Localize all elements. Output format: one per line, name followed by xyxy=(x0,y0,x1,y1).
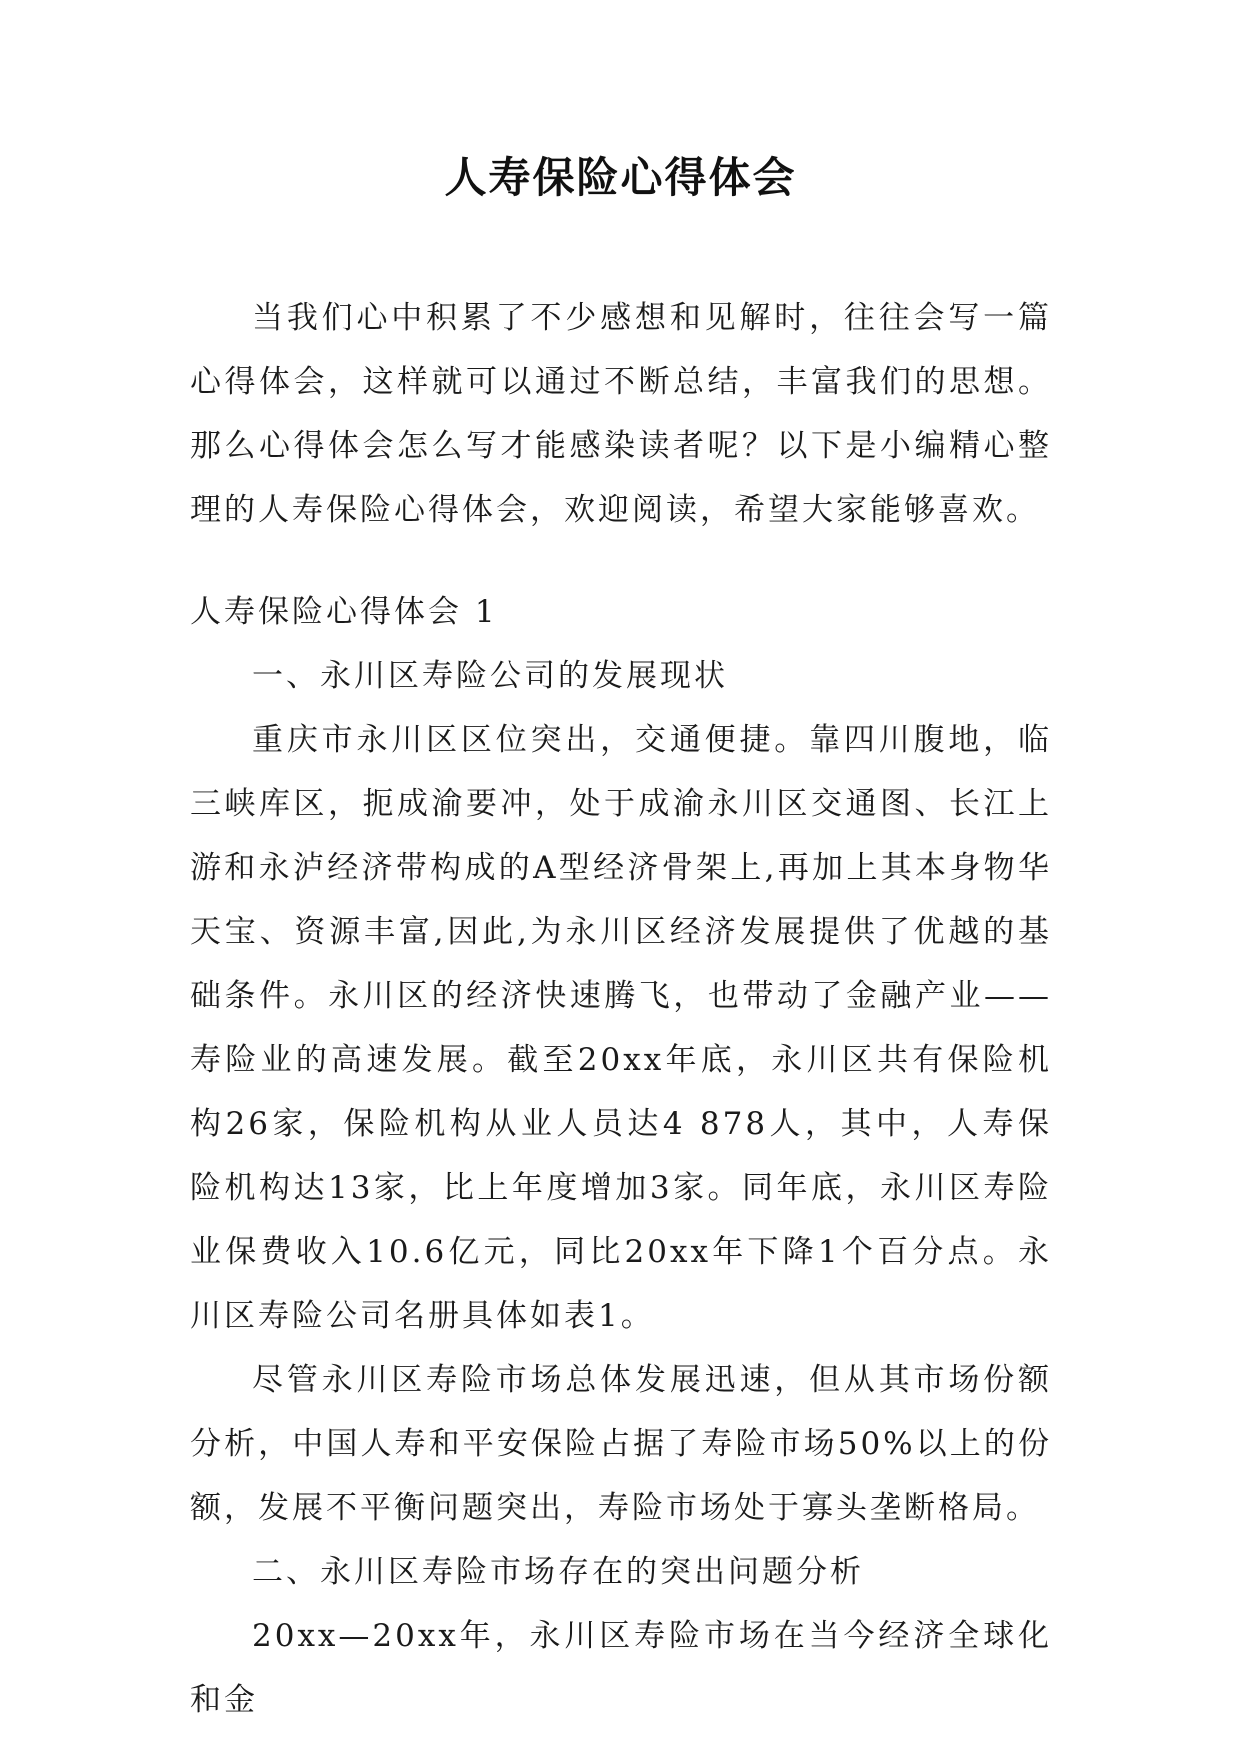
section-1-heading: 一、永川区寿险公司的发展现状 xyxy=(252,658,728,694)
intro-section xyxy=(190,286,1052,542)
intro-paragraph: 当我们心中积累了不少感想和见解时，往往会写一篇心得体会，这样就可以通过不断总结，丰富我们的思想。那么心得体会怎么写才能感染读者呢？以下是小编精心整理的人寿保险心得体会，欢迎阅读，希望大家能够喜欢。 xyxy=(190,300,1052,528)
subtitle: 人寿保险心得体会 1 xyxy=(190,594,498,630)
document-title: 人寿保险心得体会 xyxy=(444,153,797,202)
section-2-heading: 二、永川区寿险市场存在的突出问题分析 xyxy=(252,1554,864,1590)
section-1-paragraph-2: 尽管永川区寿险市场总体发展迅速，但从其市场份额分析，中国人寿和平安保险占据了寿险市场50%以上的份额，发展不平衡问题突出，寿险市场处于寡头垄断格局。 xyxy=(190,1362,1052,1526)
section-2-paragraph-1: 20xx—20xx年，永川区寿险市场在当今经济全球化和金 xyxy=(190,1618,1052,1718)
section-1-paragraph-1: 重庆市永川区区位突出，交通便捷。靠四川腹地，临三峡库区，扼成渝要冲，处于成渝永川区交通图、长江上游和永泸经济带构成的A型经济骨架上,再加上其本身物华天宝、资源丰富,因此,为永川区经济发展提供了优越的基础条件。永川区的经济快速腾飞，也带动了金融产业——寿险业的高速发展。截至20xx年底，永川区共有保险机构26家，保险机构从业人员达4 878人，其中，人寿保险机构达13家，比上年度增加3家。同年底，永川区寿险业保费收入10.6亿元，同比20xx年下降1个百分点。永川区寿险公司名册具体如表1。 xyxy=(190,722,1052,1334)
main-section xyxy=(190,580,1052,1732)
